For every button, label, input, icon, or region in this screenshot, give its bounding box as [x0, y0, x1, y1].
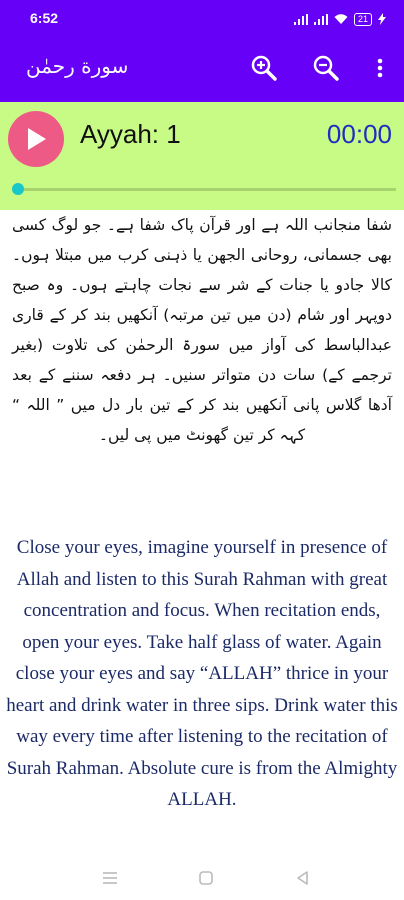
wifi-icon — [334, 10, 348, 29]
recent-apps-icon[interactable] — [98, 866, 122, 890]
signal-2-icon — [314, 10, 328, 29]
signal-icon — [294, 10, 308, 29]
app-bar — [0, 36, 404, 102]
system-nav-bar — [0, 856, 404, 900]
ayah-label: Ayyah: 1 — [80, 119, 181, 149]
elapsed-time: 00:00 — [326, 119, 392, 149]
zoom-in-icon[interactable] — [248, 52, 280, 84]
seek-thumb[interactable] — [12, 183, 24, 195]
english-instructions — [6, 532, 398, 816]
app-title: سورة رحمٰن — [26, 54, 129, 78]
charging-icon — [378, 10, 386, 29]
seek-bar[interactable] — [18, 188, 396, 191]
status-icons — [294, 10, 386, 29]
back-icon[interactable] — [290, 866, 314, 890]
battery-icon: 21 — [354, 13, 372, 26]
urdu-paragraph: شفا منجانب اللہ ہے اور قرآن پاک شفا ہے۔ جو لوگ کسی بھی جسمانی، روحانی الجھن یا ذہنی کرب میں مبتلا ہوں۔ کالا جادو یا جنات کے شر سے نجات چاہتے ہوں۔ وہ صبح دوپہر اور شام (دن میں تین مرتبہ) آنکھیں بند کر کے قاری عبدالباسط کی آواز میں سورۃ الرحمٰن کی تلاوت (بغیر ترجمے کے) سات دن متواتر سنیں۔ ہر دفعہ سننے کے بعد آدھا گلاس پانی آنکھیں بند کر کے تین بار دل میں ” اللہ “ کہہ کر تین گھونٹ میں پی لیں۔ — [12, 216, 392, 444]
zoom-out-icon[interactable] — [310, 52, 342, 84]
status-time: 6:52 — [30, 10, 59, 26]
play-icon — [24, 126, 48, 152]
audio-player — [0, 102, 404, 210]
more-vert-icon[interactable] — [364, 52, 396, 84]
status-bar — [0, 0, 404, 36]
home-icon[interactable] — [194, 866, 218, 890]
english-paragraph: Close your eyes, imagine yourself in presence of Allah and listen to this Surah Rahman with great concentration and focus. When recitation ends, open your eyes. Take half glass of water. Again close your eyes and say “ALLAH” thrice in your heart and drink water in three sips. Drink water this way every time after listening to the recitation of Surah Rahman. Absolute cure is from the Almighty ALLAH. — [6, 537, 398, 810]
play-button[interactable] — [8, 111, 64, 167]
urdu-instructions — [12, 210, 392, 450]
